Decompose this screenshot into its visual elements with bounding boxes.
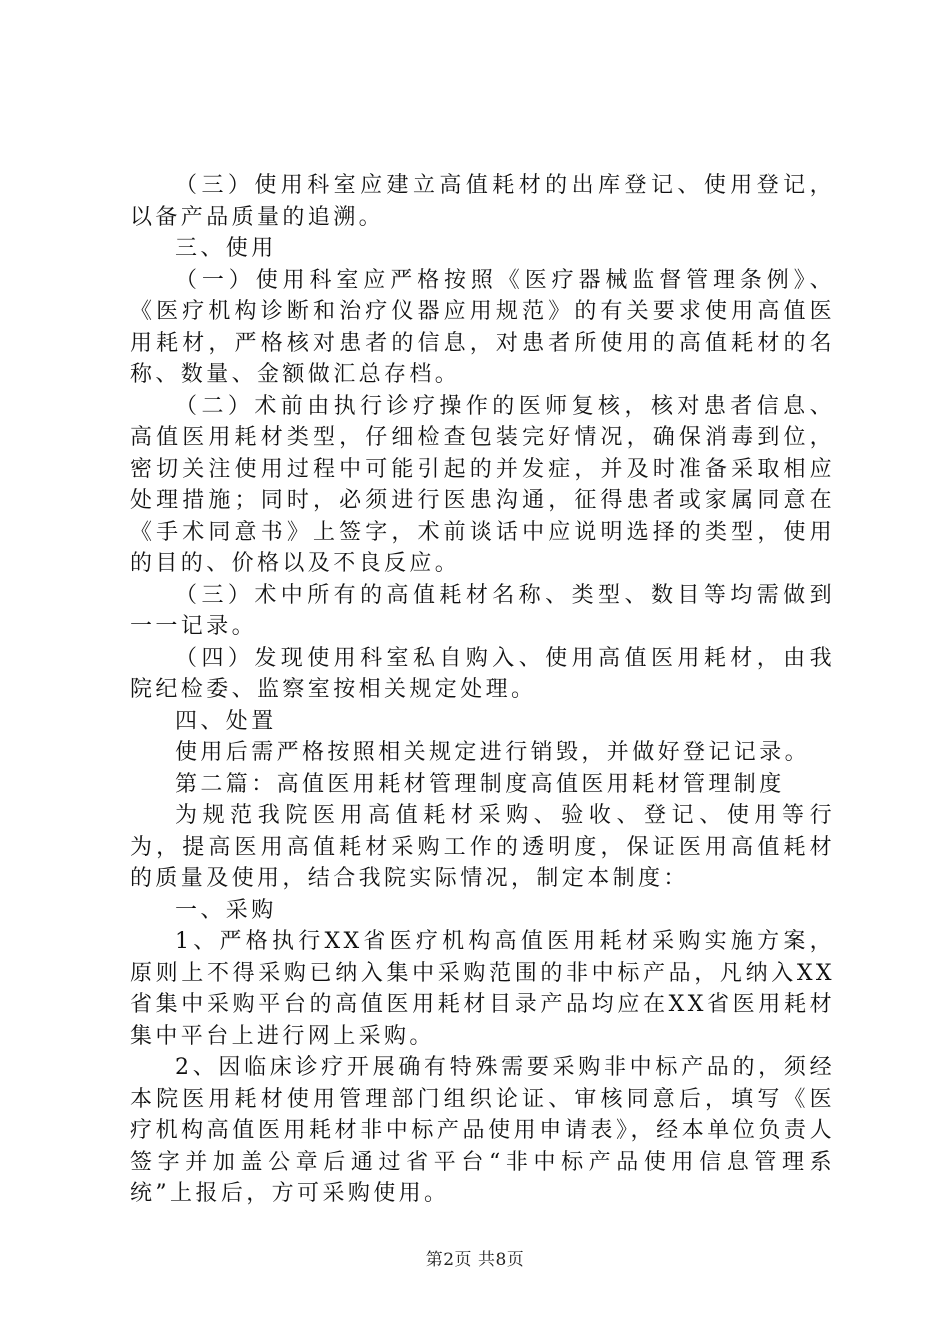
paragraph-usage-2: （二）术前由执行诊疗操作的医师复核，核对患者信息、高值医用耗材类型，仔细检查包装完好情况，确保消毒到位，密切关注使用过程中可能引起的并发症，并及时准备采取相应处理措施；同时，必须进行医患沟通，征得患者或家属同意在《手术同意书》上签字，术前谈话中应说明选择的类型，使用的目的、价格以及不良反应。 (130, 393, 835, 576)
paragraph-usage-3: （三）术中所有的高值耗材名称、类型、数目等均需做到一一记录。 (130, 582, 835, 639)
paragraph-procurement-2: 2、因临床诊疗开展确有特殊需要采购非中标产品的，须经本院医用耗材使用管理部门组织论证、审核同意后，填写《医疗机构高值医用耗材非中标产品使用申请表》，经本单位负责人签字并加盖公章后通过省平台“非中标产品使用信息管理系统”上报后，方可采购使用。 (130, 1055, 835, 1206)
section-heading-usage: 三、使用 (175, 236, 277, 261)
section-heading-disposal: 四、处置 (175, 708, 277, 734)
paragraph-intro: 为规范我院医用高值耗材采购、验收、登记、使用等行为，提高医用高值耗材采购工作的透明度，保证医用高值耗材的质量及使用，结合我院实际情况，制定本制度： (130, 803, 835, 891)
paragraph-disposal: 使用后需严格按照相关规定进行销毁，并做好登记记录。 (175, 740, 811, 765)
paragraph-usage-3-registration: （三）使用科室应建立高值耗材的出库登记、使用登记，以备产品质量的追溯。 (130, 173, 835, 230)
paragraph-usage-1: （一）使用科室应严格按照《医疗器械监督管理条例》、《医疗机构诊断和治疗仪器应用规范》的有关要求使用高值医用耗材，严格核对患者的信息，对患者所使用的高值耗材的名称、数量、金额做汇总存档。 (130, 267, 835, 387)
document-body (130, 170, 835, 1210)
paragraph-procurement-1: 1、严格执行XX省医疗机构高值医用耗材采购实施方案，原则上不得采购已纳入集中采购范围的非中标产品，凡纳入XX省集中采购平台的高值医用耗材目录产品均应在XX省医用耗材集中平台上进行网上采购。 (130, 929, 835, 1049)
paragraph-usage-4: （四）发现使用科室私自购入、使用高值医用耗材，由我院纪检委、监察室按相关规定处理。 (130, 645, 835, 702)
chapter-title-second: 第二篇：高值医用耗材管理制度高值医用耗材管理制度 (175, 771, 785, 797)
section-heading-procurement: 一、采购 (175, 897, 277, 923)
page-number-footer: 第2页 共8页 (425, 1250, 525, 1270)
